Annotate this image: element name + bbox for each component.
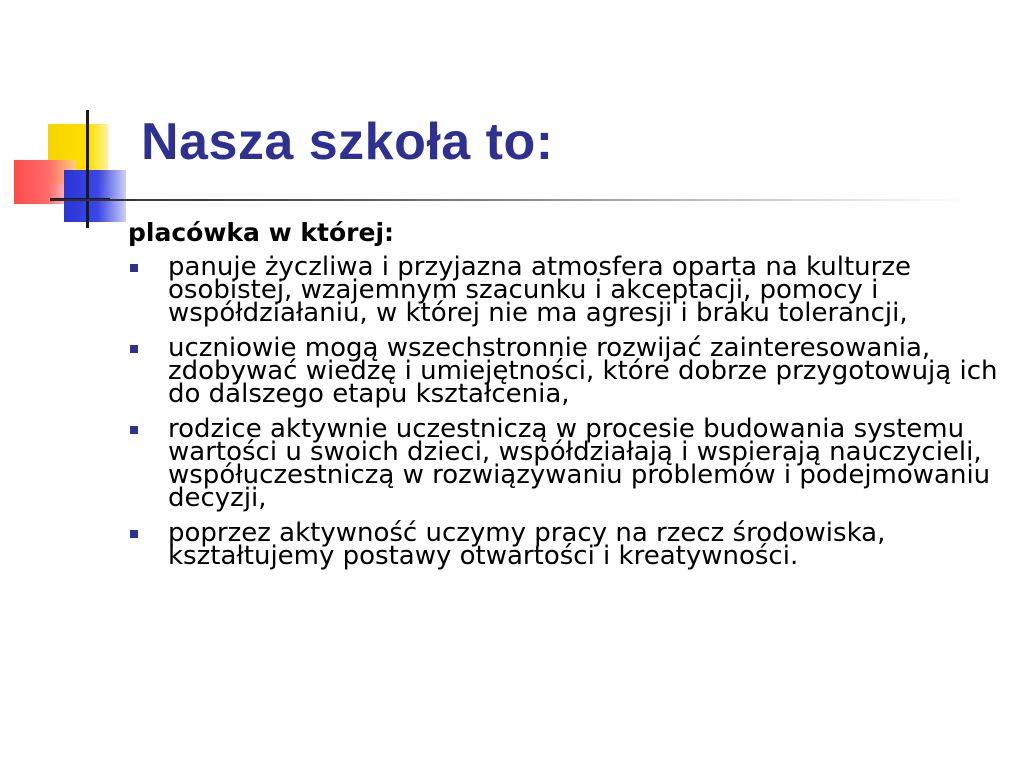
- list-item: [128, 333, 1008, 409]
- square-bullet-icon: [130, 530, 138, 538]
- list-item: [128, 414, 1008, 513]
- title-divider: [50, 199, 970, 201]
- list-item: [128, 518, 1008, 571]
- list-item-text: panuje życzliwa i przyjazna atmosfera oparta na kulturze osobistej, wzajemnym szacunku i akceptacji, pomocy i współdziałaniu, w której nie ma agresji i braku tolerancji,: [168, 252, 911, 328]
- square-bullet-icon: [130, 264, 138, 272]
- vertical-line-decoration: [86, 110, 89, 228]
- lead-text: placówka w której:: [128, 218, 395, 247]
- square-bullet-icon: [130, 345, 138, 353]
- slide-content: [128, 218, 1008, 580]
- square-bullet-icon: [130, 426, 138, 434]
- list-item: [128, 252, 1008, 328]
- slide-title: Nasza szkoła to:: [141, 113, 554, 171]
- logo-decoration: [0, 0, 140, 240]
- blue-square-decoration: [64, 170, 126, 222]
- bullet-list: [128, 252, 1008, 571]
- list-item-text: uczniowie mogą wszechstronnie rozwijać zainteresowania, zdobywać wiedzę i umiejętności, które dobrze przygotowują ich do dalszego etapu kształcenia,: [168, 333, 998, 409]
- list-item-text: poprzez aktywność uczymy pracy na rzecz środowiska, kształtujemy postawy otwartości i kreatywności.: [168, 518, 886, 571]
- list-item-text: rodzice aktywnie uczestniczą w procesie budowania systemu wartości u swoich dzieci, współdziałają i wspierają nauczycieli, współuczestniczą w rozwiązywaniu problemów i podejmowaniu decyzji,: [168, 414, 991, 513]
